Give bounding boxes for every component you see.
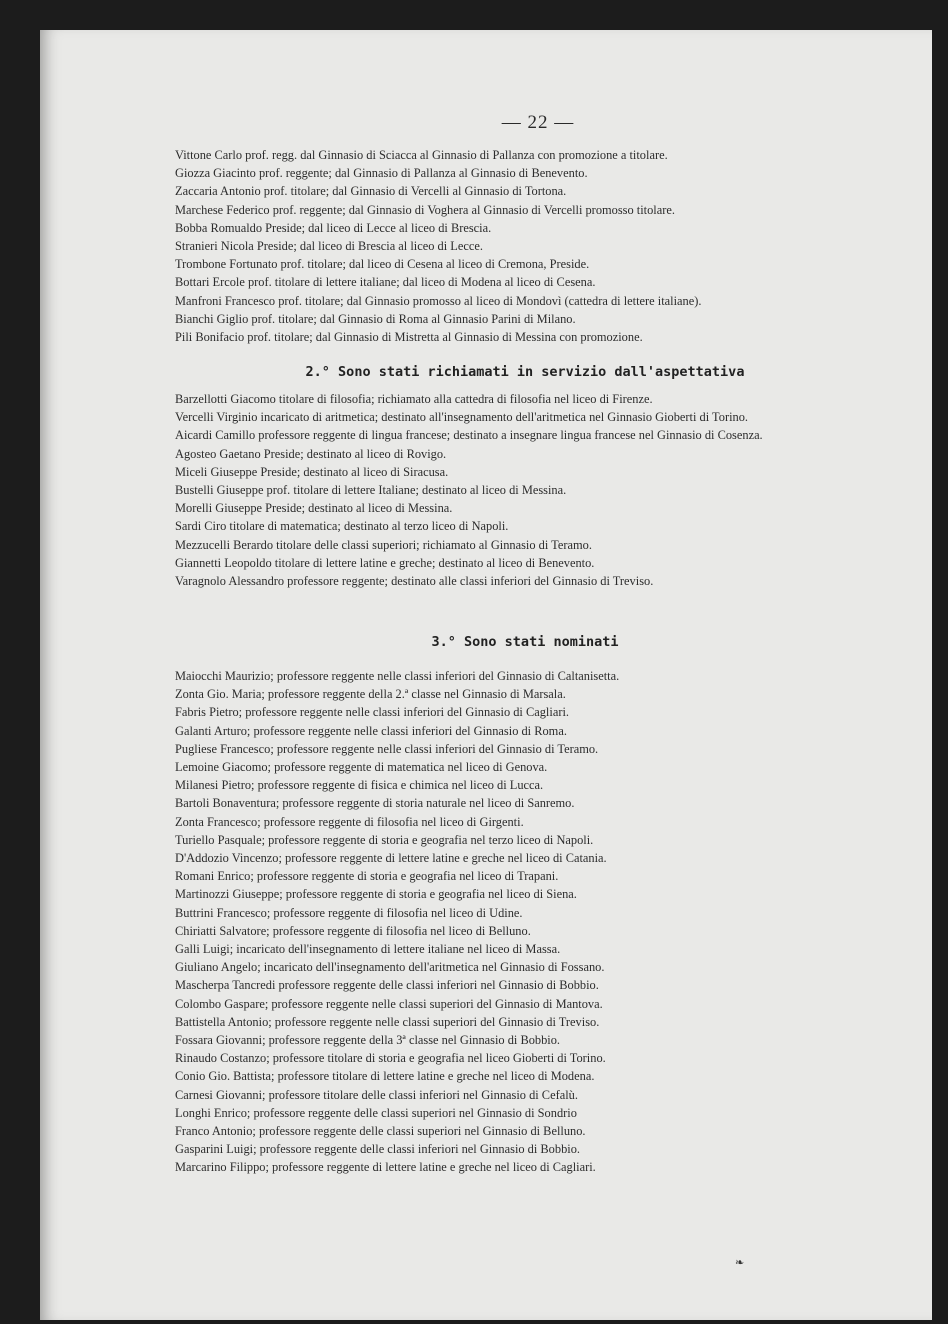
list-item: Buttrini Francesco; professore reggente di filosofia nel liceo di Udine.	[175, 905, 523, 920]
list-item: Chiriatti Salvatore; professore reggente di filosofia nel liceo di Belluno.	[175, 923, 531, 938]
list-item: Vittone Carlo prof. regg. dal Ginnasio di Sciacca al Ginnasio di Pallanza con promozione a titolare.	[175, 148, 668, 162]
list-item: Varagnolo Alessandro professore reggente; destinato alle classi inferiori del Ginnasio di Treviso.	[175, 574, 654, 589]
list-item: Mezzucelli Berardo titolare delle classi superiori; richiamato al Ginnasio di Teramo.	[175, 537, 592, 552]
list-item: Lemoine Giacomo; professore reggente di matematica nel liceo di Genova.	[175, 760, 548, 775]
list-item: Sardi Ciro titolare di matematica; destinato al terzo liceo di Napoli.	[175, 519, 509, 534]
list-item: D'Addozio Vincenzo; professore reggente di lettere latine e greche nel liceo di Catania.	[175, 851, 607, 866]
list-item: Barzellotti Giacomo titolare di filosofia; richiamato alla cattedra di filosofia nel liceo di Firenze.	[175, 392, 653, 406]
list-item: Colombo Gaspare; professore reggente nelle classi superiori del Ginnasio di Mantova.	[175, 996, 603, 1011]
list-item: Rinaudo Costanzo; professore titolare di storia e geografia nel liceo Gioberti di Torino.	[175, 1051, 606, 1066]
list-item: Milanesi Pietro; professore reggente di fisica e chimica nel liceo di Lucca.	[175, 778, 544, 793]
list-item: Gasparini Luigi; professore reggente delle classi inferiori nel Ginnasio di Bobbio.	[175, 1142, 581, 1157]
list-item: Turiello Pasquale; professore reggente di storia e geografia nel terzo liceo di Napoli.	[175, 832, 594, 847]
list-item: Bottari Ercole prof. titolare di lettere italiane; dal liceo di Modena al liceo di Cesena.	[175, 275, 596, 290]
list-item: Conio Gio. Battista; professore titolare di lettere latine e greche nel liceo di Modena.	[175, 1069, 595, 1084]
section-transfers	[175, 146, 875, 346]
list-item: Miceli Giuseppe Preside; destinato al liceo di Siracusa.	[175, 464, 449, 479]
list-item: Stranieri Nicola Preside; dal liceo di Brescia al liceo di Lecce.	[175, 239, 483, 254]
list-item: Trombone Fortunato prof. titolare; dal liceo di Cesena al liceo di Cremona, Preside.	[175, 257, 590, 272]
list-item: Longhi Enrico; professore reggente delle classi superiori nel Ginnasio di Sondrio	[175, 1105, 577, 1120]
list-item: Zaccaria Antonio prof. titolare; dal Ginnasio di Vercelli al Ginnasio di Tortona.	[175, 184, 567, 199]
list-item: Bobba Romualdo Preside; dal liceo di Lecce al liceo di Brescia.	[175, 220, 492, 235]
list-item: Bustelli Giuseppe prof. titolare di lettere Italiane; destinato al liceo di Messina.	[175, 483, 567, 498]
list-item: Bianchi Giglio prof. titolare; dal Ginnasio di Roma al Ginnasio Parini di Milano.	[175, 311, 576, 326]
list-item: Giuliano Angelo; incaricato dell'insegnamento dell'aritmetica nel Ginnasio di Fossano.	[175, 960, 605, 975]
list-item: Vercelli Virginio incaricato di aritmetica; destinato all'insegnamento dell'aritmetica nel Ginnasio Gioberti di Torino.	[175, 410, 749, 425]
list-item: Giannetti Leopoldo titolare di lettere latine e greche; destinato al liceo di Benevento.	[175, 555, 595, 570]
list-item: Agosteo Gaetano Preside; destinato al liceo di Rovigo.	[175, 446, 447, 461]
list-item: Marchese Federico prof. reggente; dal Ginnasio di Voghera al Ginnasio di Vercelli promosso titolare.	[175, 202, 675, 217]
list-item: Battistella Antonio; professore reggente nelle classi superiori del Ginnasio di Treviso.	[175, 1014, 600, 1029]
section-heading-appointed: 3.° Sono stati nominati	[431, 634, 619, 650]
list-item: Franco Antonio; professore reggente delle classi superiori nel Ginnasio di Belluno.	[175, 1124, 586, 1139]
list-item: Pugliese Francesco; professore reggente nelle classi inferiori del Ginnasio di Teramo.	[175, 741, 599, 756]
page-number: — 22 —	[501, 112, 575, 133]
list-item: Romani Enrico; professore reggente di storia e geografia nel liceo di Trapani.	[175, 869, 559, 884]
footer-ornament: ❧	[735, 1257, 745, 1269]
list-item: Fabris Pietro; professore reggente nelle classi inferiori del Ginnasio di Cagliari.	[175, 705, 569, 720]
list-item: Galanti Arturo; professore reggente nelle classi inferiori del Ginnasio di Roma.	[175, 723, 567, 738]
list-item: Mascherpa Tancredi professore reggente delle classi inferiori nel Ginnasio di Bobbio.	[175, 978, 599, 993]
list-item: Fossara Giovanni; professore reggente della 3ª classe nel Ginnasio di Bobbio.	[175, 1033, 561, 1048]
list-item: Giozza Giacinto prof. reggente; dal Ginnasio di Pallanza al Ginnasio di Benevento.	[175, 166, 588, 181]
list-item: Martinozzi Giuseppe; professore reggente di storia e geografia nel liceo di Siena.	[175, 887, 577, 902]
section-heading-recalled: 2.° Sono stati richiamati in servizio dall'aspettativa	[305, 364, 745, 380]
list-item: Manfroni Francesco prof. titolare; dal Ginnasio promosso al liceo di Mondovì (cattedra di lettere italiane).	[175, 293, 702, 308]
list-item: Galli Luigi; incaricato dell'insegnamento di lettere italiane nel liceo di Massa.	[175, 942, 561, 957]
list-item: Morelli Giuseppe Preside; destinato al liceo di Messina.	[175, 501, 453, 516]
section-appointed	[175, 667, 875, 1177]
list-item: Pili Bonifacio prof. titolare; dal Ginnasio di Mistretta al Ginnasio di Messina con promozione.	[175, 330, 643, 345]
section-recalled	[175, 390, 875, 590]
list-item: Zonta Gio. Maria; professore reggente della 2.ª classe nel Ginnasio di Marsala.	[175, 687, 566, 702]
list-item: Zonta Francesco; professore reggente di filosofia nel liceo di Girgenti.	[175, 814, 524, 829]
list-item: Carnesi Giovanni; professore titolare delle classi inferiori nel Ginnasio di Cefalù.	[175, 1087, 578, 1102]
list-item: Marcarino Filippo; professore reggente di lettere latine e greche nel liceo di Cagliari.	[175, 1160, 596, 1175]
list-item: Aicardi Camillo professore reggente di lingua francese; destinato a insegnare lingua francese nel Ginnasio di Cosenza.	[175, 428, 763, 443]
list-item: Maiocchi Maurizio; professore reggente nelle classi inferiori del Ginnasio di Caltanisetta.	[175, 669, 620, 683]
list-item: Bartoli Bonaventura; professore reggente di storia naturale nel liceo di Sanremo.	[175, 796, 575, 811]
